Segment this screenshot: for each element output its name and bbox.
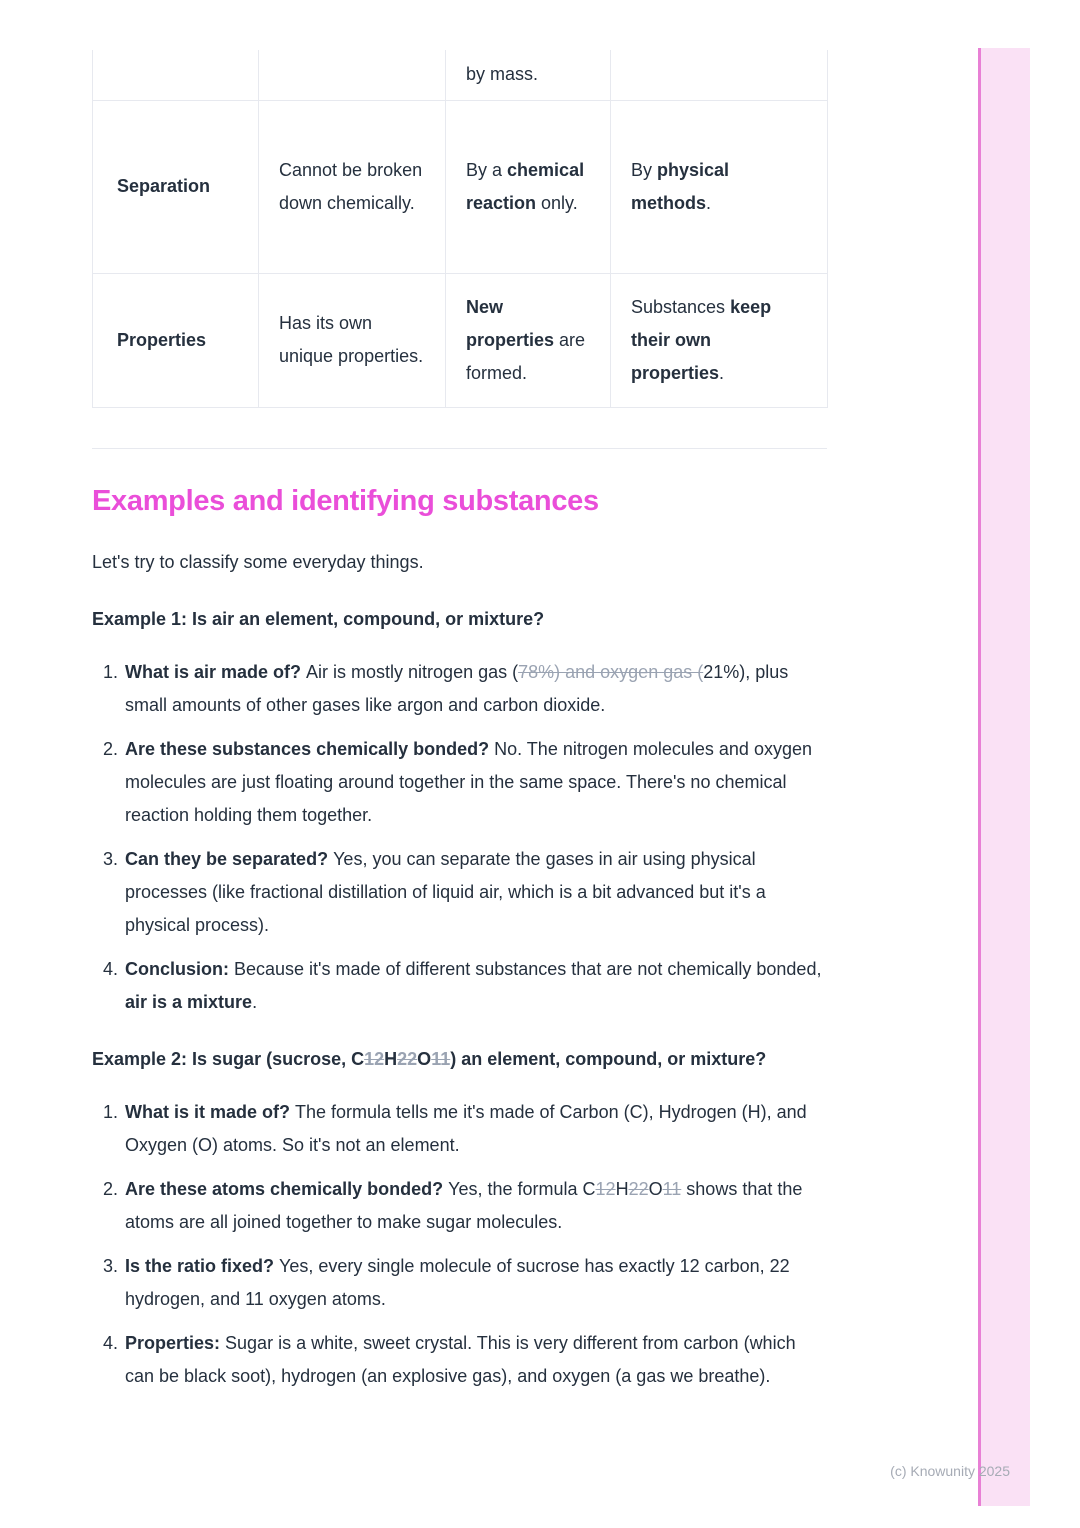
list-item: 2. Are these substances chemically bonded? No. The nitrogen molecules and oxygen molecules are just floating around together in the same space. There's no chemical reaction holding them together. (123, 733, 827, 832)
row-header-cell: Properties (93, 273, 259, 407)
footer-credit: (c) Knowunity 2025 (890, 1463, 1010, 1479)
table-cell: By a chemical reaction only. (446, 100, 611, 273)
comparison-table (92, 50, 828, 408)
intro-paragraph: Let's try to classify some everyday things. (92, 551, 424, 572)
list-item: 2. Are these atoms chemically bonded? Yes, the formula C12H22O11 shows that the atoms are all joined together to make sugar molecules. (123, 1173, 827, 1239)
table-cell: by mass. (446, 50, 611, 100)
table-cell: New properties are formed. (446, 273, 611, 407)
table-row (93, 273, 828, 407)
list-item: 3. Can they be separated? Yes, you can separate the gases in air using physical processes (like fractional distillation of liquid air, which is a bit advanced but it's a physical process). (123, 843, 827, 942)
row-header-cell: Separation (93, 100, 259, 273)
table-row (93, 100, 828, 273)
list-item: 1. What is air made of? Air is mostly nitrogen gas (78%) and oxygen gas (21%), plus small amounts of other gases like argon and carbon dioxide. (123, 656, 827, 722)
table-cell: Has its own unique properties. (259, 273, 446, 407)
list-item: 3. Is the ratio fixed? Yes, every single molecule of sucrose has exactly 12 carbon, 22 hydrogen, and 11 oxygen atoms. (123, 1250, 827, 1316)
section-divider (92, 448, 827, 449)
table-cell: By physical methods. (611, 100, 828, 273)
list-item: 4. Conclusion: Because it's made of different substances that are not chemically bonded, air is a mixture. (123, 953, 827, 1019)
table-cell: Cannot be broken down chemically. (259, 100, 446, 273)
example1-title: Example 1: Is air an element, compound, or mixture? (92, 608, 545, 629)
table-cell (611, 50, 828, 100)
example2-title: Example 2: Is sugar (sucrose, C12H22O11) an element, compound, or mixture? (92, 1048, 767, 1069)
example1-list (92, 656, 827, 1019)
document-content (92, 50, 827, 1404)
list-item: 1. What is it made of? The formula tells me it's made of Carbon (C), Hydrogen (H), and Oxygen (O) atoms. So it's not an element. (123, 1096, 827, 1162)
table-cell (259, 50, 446, 100)
table-row (93, 50, 828, 100)
section-heading: Examples and identifying substances (92, 484, 599, 517)
list-item: 4. Properties: Sugar is a white, sweet crystal. This is very different from carbon (which can be black soot), hydrogen (an explosive gas), and oxygen (a gas we breathe). (123, 1327, 827, 1393)
table-cell: Substances keep their own properties. (611, 273, 828, 407)
page-edge-decoration (978, 48, 1030, 1506)
example2-list (92, 1096, 827, 1393)
row-header-cell (93, 50, 259, 100)
